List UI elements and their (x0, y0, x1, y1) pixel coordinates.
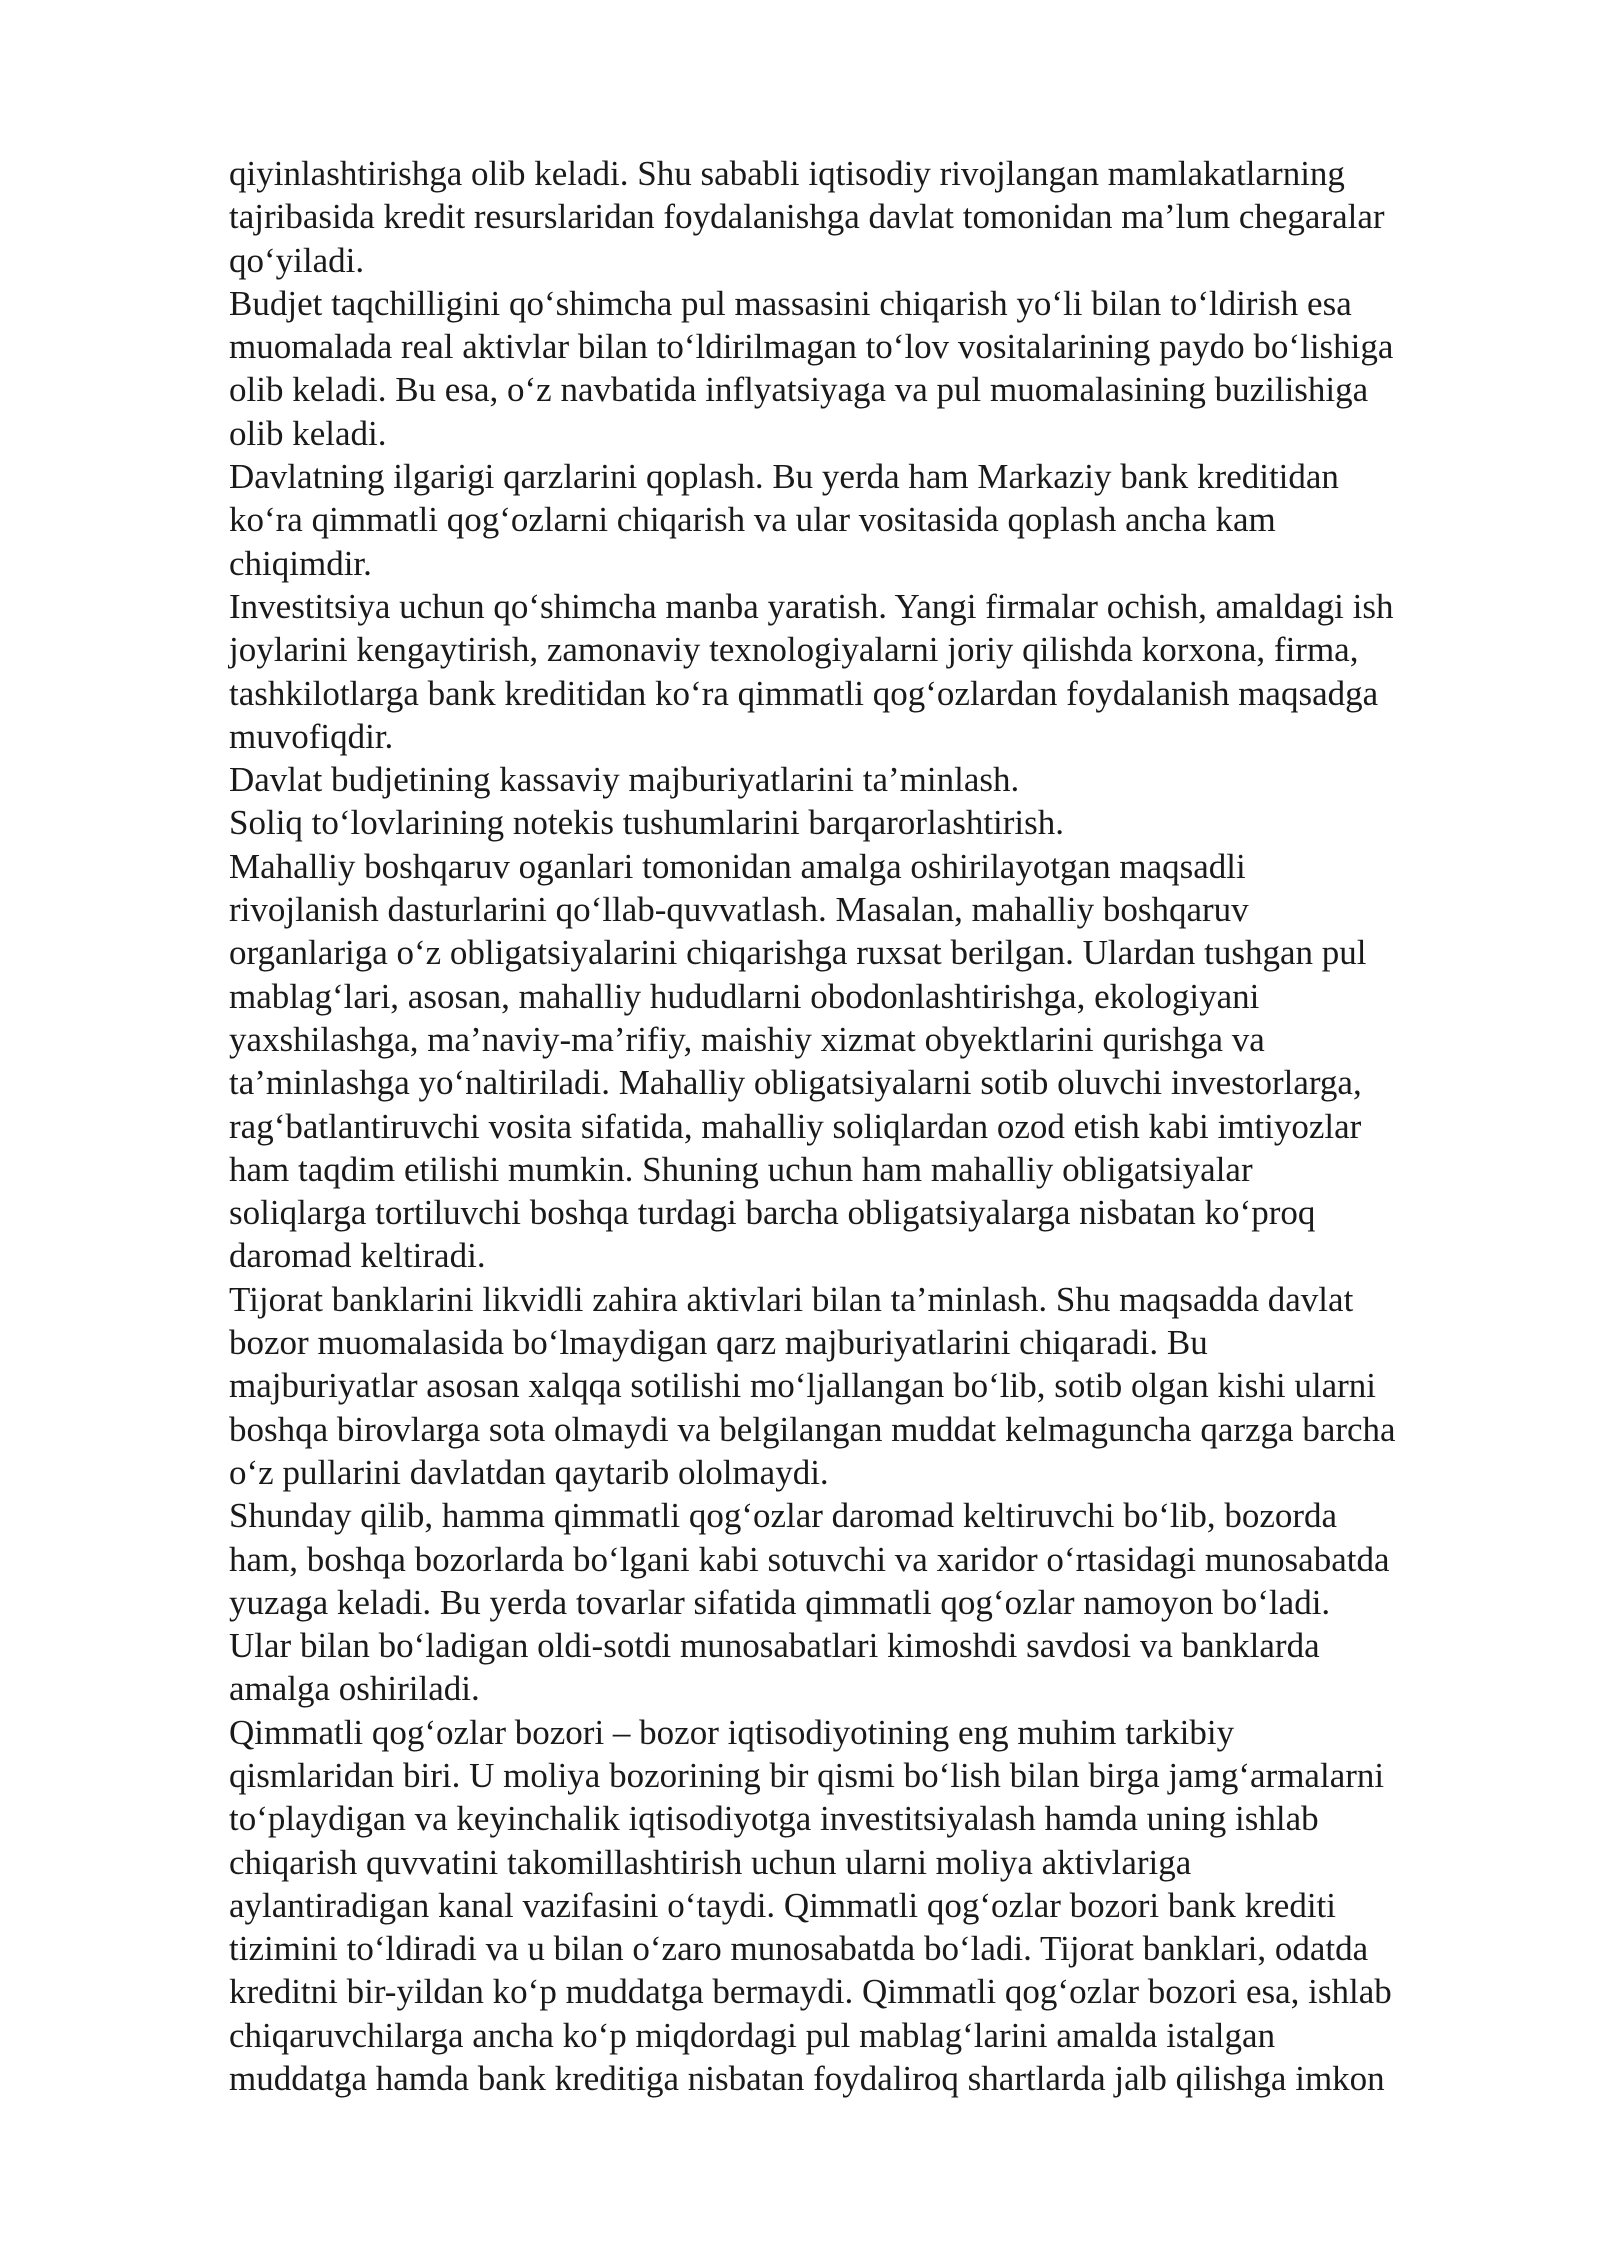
document-body (229, 152, 1499, 2100)
text-line: soliqlarga tortiluvchi boshqa turdagi barcha obligatsiyalarga nisbatan ko‘proq (229, 1193, 1316, 1233)
text-line: chiqimdir. (229, 543, 372, 583)
text-line: Tijorat banklarini likvidli zahira aktivlari bilan ta’minlash. Shu maqsadda davlat (229, 1279, 1354, 1319)
text-line: o‘z pullarini davlatdan qaytarib ololmaydi. (229, 1452, 829, 1492)
text-line: yaxshilashga, ma’naviy-ma’rifiy, maishiy xizmat obyektlarini qurishga va (229, 1019, 1265, 1059)
text-line: muomalada real aktivlar bilan to‘ldirilmagan to‘lov vositalarining paydo bo‘lishiga (229, 327, 1394, 367)
text-line: joylarini kengaytirish, zamonaviy texnologiyalarni joriy qilishda korxona, firma, (229, 630, 1359, 670)
text-line: to‘playdigan va keyinchalik iqtisodiyotga investitsiyalash hamda uning ishlab (229, 1799, 1319, 1839)
text-line: ko‘ra qimmatli qog‘ozlarni chiqarish va ular vositasida qoplash ancha kam (229, 500, 1276, 540)
text-line: tizimini to‘ldiradi va u bilan o‘zaro munosabatda bo‘ladi. Tijorat banklari, odatda (229, 1929, 1369, 1969)
text-line: chiqarish quvvatini takomillashtirish uchun ularni moliya aktivlariga (229, 1842, 1192, 1882)
text-line: daromad keltiradi. (229, 1236, 486, 1276)
text-line: chiqaruvchilarga ancha ko‘p miqdordagi pul mablag‘larini amalda istalgan (229, 2015, 1276, 2055)
text-line: qismlaridan biri. U moliya bozorining bir qismi bo‘lish bilan birga jamg‘armalarni (229, 1755, 1385, 1795)
text-line: olib keladi. Bu esa, o‘z navbatida inflyatsiyaga va pul muomalasining buzilishiga (229, 370, 1369, 410)
text-line: bozor muomalasida bo‘lmaydigan qarz majburiyatlarini chiqaradi. Bu (229, 1323, 1208, 1363)
text-line: muddatga hamda bank kreditiga nisbatan foydaliroq shartlarda jalb qilishga imkon (229, 2059, 1385, 2099)
text-line: qo‘yiladi. (229, 240, 365, 280)
text-line: ta’minlashga yo‘naltiriladi. Mahalliy obligatsiyalarni sotib oluvchi investorlarga, (229, 1063, 1362, 1103)
text-line: Shunday qilib, hamma qimmatli qog‘ozlar daromad keltiruvchi bo‘lib, bozorda (229, 1496, 1338, 1536)
text-line: Qimmatli qog‘ozlar bozori – bozor iqtisodiyotining eng muhim tarkibiy (229, 1712, 1235, 1752)
text-line: rag‘batlantiruvchi vosita sifatida, mahalliy soliqlardan ozod etish kabi imtiyozlar (229, 1106, 1362, 1146)
text-line: ham taqdim etilishi mumkin. Shuning uchun ham mahalliy obligatsiyalar (229, 1149, 1253, 1189)
text-line: muvofiqdir. (229, 716, 394, 756)
text-line: ham, boshqa bozorlarda bo‘lgani kabi sotuvchi va xaridor o‘rtasidagi munosabatda (229, 1539, 1390, 1579)
text-line: Mahalliy boshqaruv oganlari tomonidan amalga oshirilayotgan maqsadli (229, 846, 1246, 886)
text-line: tashkilotlarga bank kreditidan ko‘ra qimmatli qog‘ozlardan foydalanish maqsadga (229, 673, 1379, 713)
text-line: Davlatning ilgarigi qarzlarini qoplash. Bu yerda ham Markaziy bank kreditidan (229, 457, 1339, 497)
text-line: majburiyatlar asosan xalqqa sotilishi mo‘ljallangan bo‘lib, sotib olgan kishi ularni (229, 1366, 1377, 1406)
text-line: Investitsiya uchun qo‘shimcha manba yaratish. Yangi firmalar ochish, amaldagi ish (229, 586, 1394, 626)
text-line: aylantiradigan kanal vazifasini o‘taydi. Qimmatli qog‘ozlar bozori bank krediti (229, 1885, 1336, 1925)
text-line: Soliq to‘lovlarining notekis tushumlarini barqarorlashtirish. (229, 803, 1065, 843)
text-line: Ular bilan bo‘ladigan oldi-sotdi munosabatlari kimoshdi savdosi va banklarda (229, 1626, 1320, 1666)
text-line: mablag‘lari, asosan, mahalliy hududlarni obodonlashtirishga, ekologiyani (229, 976, 1260, 1016)
text-line: boshqa birovlarga sota olmaydi va belgilangan muddat kelmaguncha qarzga barcha (229, 1409, 1396, 1449)
text-line: qiyinlashtirishga olib keladi. Shu sababli iqtisodiy rivojlangan mamlakatlarning (229, 154, 1345, 193)
text-line: yuzaga keladi. Bu yerda tovarlar sifatida qimmatli qog‘ozlar namoyon bo‘ladi. (229, 1582, 1331, 1622)
text-line: Budjet taqchilligini qo‘shimcha pul massasini chiqarish yo‘li bilan to‘ldirish esa (229, 283, 1352, 323)
text-line: tajribasida kredit resurslaridan foydalanishga davlat tomonidan ma’lum chegaralar (229, 197, 1385, 237)
text-line: olib keladi. (229, 413, 387, 453)
text-line: rivojlanish dasturlarini qo‘llab-quvvatlash. Masalan, mahalliy boshqaruv (229, 890, 1249, 930)
text-line: organlariga o‘z obligatsiyalarini chiqarishga ruxsat berilgan. Ulardan tushgan pul (229, 933, 1367, 973)
text-line: Davlat budjetining kassaviy majburiyatlarini ta’minlash. (229, 760, 1020, 800)
text-line: amalga oshiriladi. (229, 1669, 480, 1709)
text-line: kreditni bir-yildan ko‘p muddatga bermaydi. Qimmatli qog‘ozlar bozori esa, ishlab (229, 1972, 1392, 2012)
